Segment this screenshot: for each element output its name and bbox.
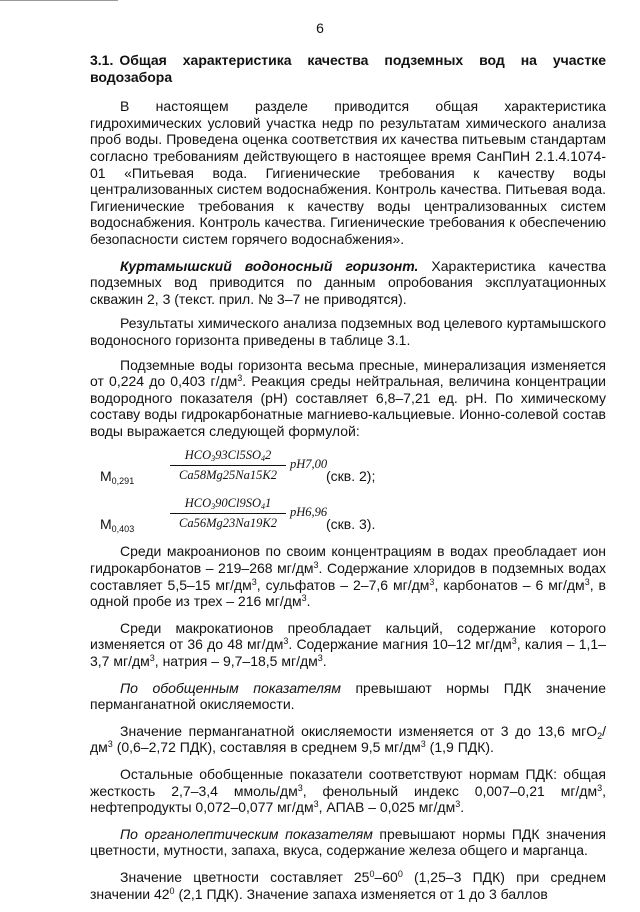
kurlov-formula-well-2 <box>90 447 606 491</box>
formula-anions: $HCO_390Cl9SO_41$ <box>170 495 286 514</box>
formula-well: (скв. 2); <box>326 468 376 485</box>
section-heading <box>90 52 606 85</box>
formula-cations: Ca58Mg25Na15K2 <box>179 468 277 483</box>
paragraph-cations: Среди макрокатионов преобладает кальций, содержание которого изменяется от 36 до 48 $мг/дм^3$. Содержание магния 10–12 $мг/дм^3$, калия – 1,1–3,7 $мг/дм^3$, натрия – 9,7–18,5 $мг/дм^3$. <box>90 619 606 670</box>
formula-ph: pH7,00 <box>290 457 328 472</box>
paragraph-mineralization: Подземные воды горизонта весьма пресные, минерализация изменяется от 0,224 до 0,403 $г/дм^3$. Реакция среды нейтральная, величина концентрации водородного показателя (pH) составляет 6,8–7,21 ед. pH. По химическому составу воды гидрокарбонатные магниево-кальциевые. Ионно-солевой состав воды выражается следующей формулой: <box>90 356 606 439</box>
section-title: Общая характеристика качества подземных вод на участке водозабора <box>90 52 606 85</box>
formula-ph: pH6,96 <box>290 505 328 520</box>
paragraph-results: Результаты химического анализа подземных вод целевого куртамышского водоносного горизонта приведены в таблице 3.1. <box>90 315 606 348</box>
paragraph-color: Значение цветности составляет $25^0-60^0$ (1,25–3 ПДК) при среднем значении $42^0$ (2,1 ПДК). Значение запаха изменяется от 1 до 3 баллов <box>90 868 606 902</box>
formula-fraction <box>170 495 286 531</box>
paragraph-intro: В настоящем разделе приводится общая характеристика гидрохимических условий участка недр по результатам химического анализа проб воды. Проведена оценка соответствия их качества питьевым стандартам согласно требованиям действующего в настоящее время СанПиН 2.1.4.1074-01 «Питьевая вода. Гигиенические требования к качеству воды централизованных систем водоснабжения. Контроль качества. Питьевая вода. Гигиенические требования к качеству воды централизованных систем водоснабжения. Контроль качества. Гигиенические требования к обеспечению безопасности систем горячего водоснабжения». <box>90 98 606 247</box>
formula-mineralization: $M_{0,403}$ <box>100 516 135 535</box>
paragraph-organoleptic: По органолептическим показателям превышают нормы ПДК значения цветности, мутности, запаха, вкуса, содержание железа общего и марганца. <box>90 825 606 859</box>
document-body <box>90 52 606 912</box>
paragraph-permanganate: Значение перманганатной окисляемости изменяется от 3 до 13,6 $мгО_2/дм^3$ (0,6–2,72 ПДК), составляя в среднем 9,5 $мг/дм^3$ (1,9 ПДК). <box>90 722 606 756</box>
paragraph-anions: Среди макроанионов по своим концентрациям в водах преобладает ион гидрокарбонатов – 219–268 $мг/дм^3$. Содержание хлоридов в подземных водах составляет 5,5–15 $мг/дм^3$, сульфатов – 2–7,6 $мг/дм^3$, карбонатов – 6 $мг/дм^3$, в одной пробе из трех – 216 $мг/дм^3$. <box>90 543 606 610</box>
top-rule <box>0 0 118 1</box>
indicator-group-label: По органолептическим показателям <box>120 825 373 842</box>
section-number: 3.1. <box>90 52 114 68</box>
paragraph-aquifer: Куртамышский водоносный горизонт. Характеристика качества подземных вод приводится по данным опробования эксплуатационных скважин 2, 3 (текст. прил. № 3–7 не приводятся). <box>90 257 606 307</box>
paragraph-general-indicators: По обобщенным показателям превышают нормы ПДК значение перманганатной окисляемости. <box>90 679 606 713</box>
aquifer-name: Куртамышский водоносный горизонт. <box>120 257 419 274</box>
page-number: 6 <box>316 20 324 36</box>
formula-anions: $HCO_393Cl5SO_42$ <box>170 447 286 466</box>
kurlov-formula-well-3 <box>90 495 606 539</box>
formula-cations: Ca56Mg23Na19K2 <box>179 516 277 531</box>
formula-well: (скв. 3). <box>326 516 376 533</box>
paragraph-other-indicators: Остальные обобщенные показатели соответствуют нормам ПДК: общая жесткость 2,7–3,4 ммоль/$дм^3$, фенольный индекс 0,007–0,21 $мг/дм^3$, нефтепродукты 0,072–0,077 $мг/дм^3$, АПАВ – 0,025 $мг/дм^3$. <box>90 766 607 816</box>
indicator-group-label: По обобщенным показателям <box>120 679 341 696</box>
formula-fraction <box>170 447 286 483</box>
formula-mineralization: $M_{0,291}$ <box>100 468 135 487</box>
